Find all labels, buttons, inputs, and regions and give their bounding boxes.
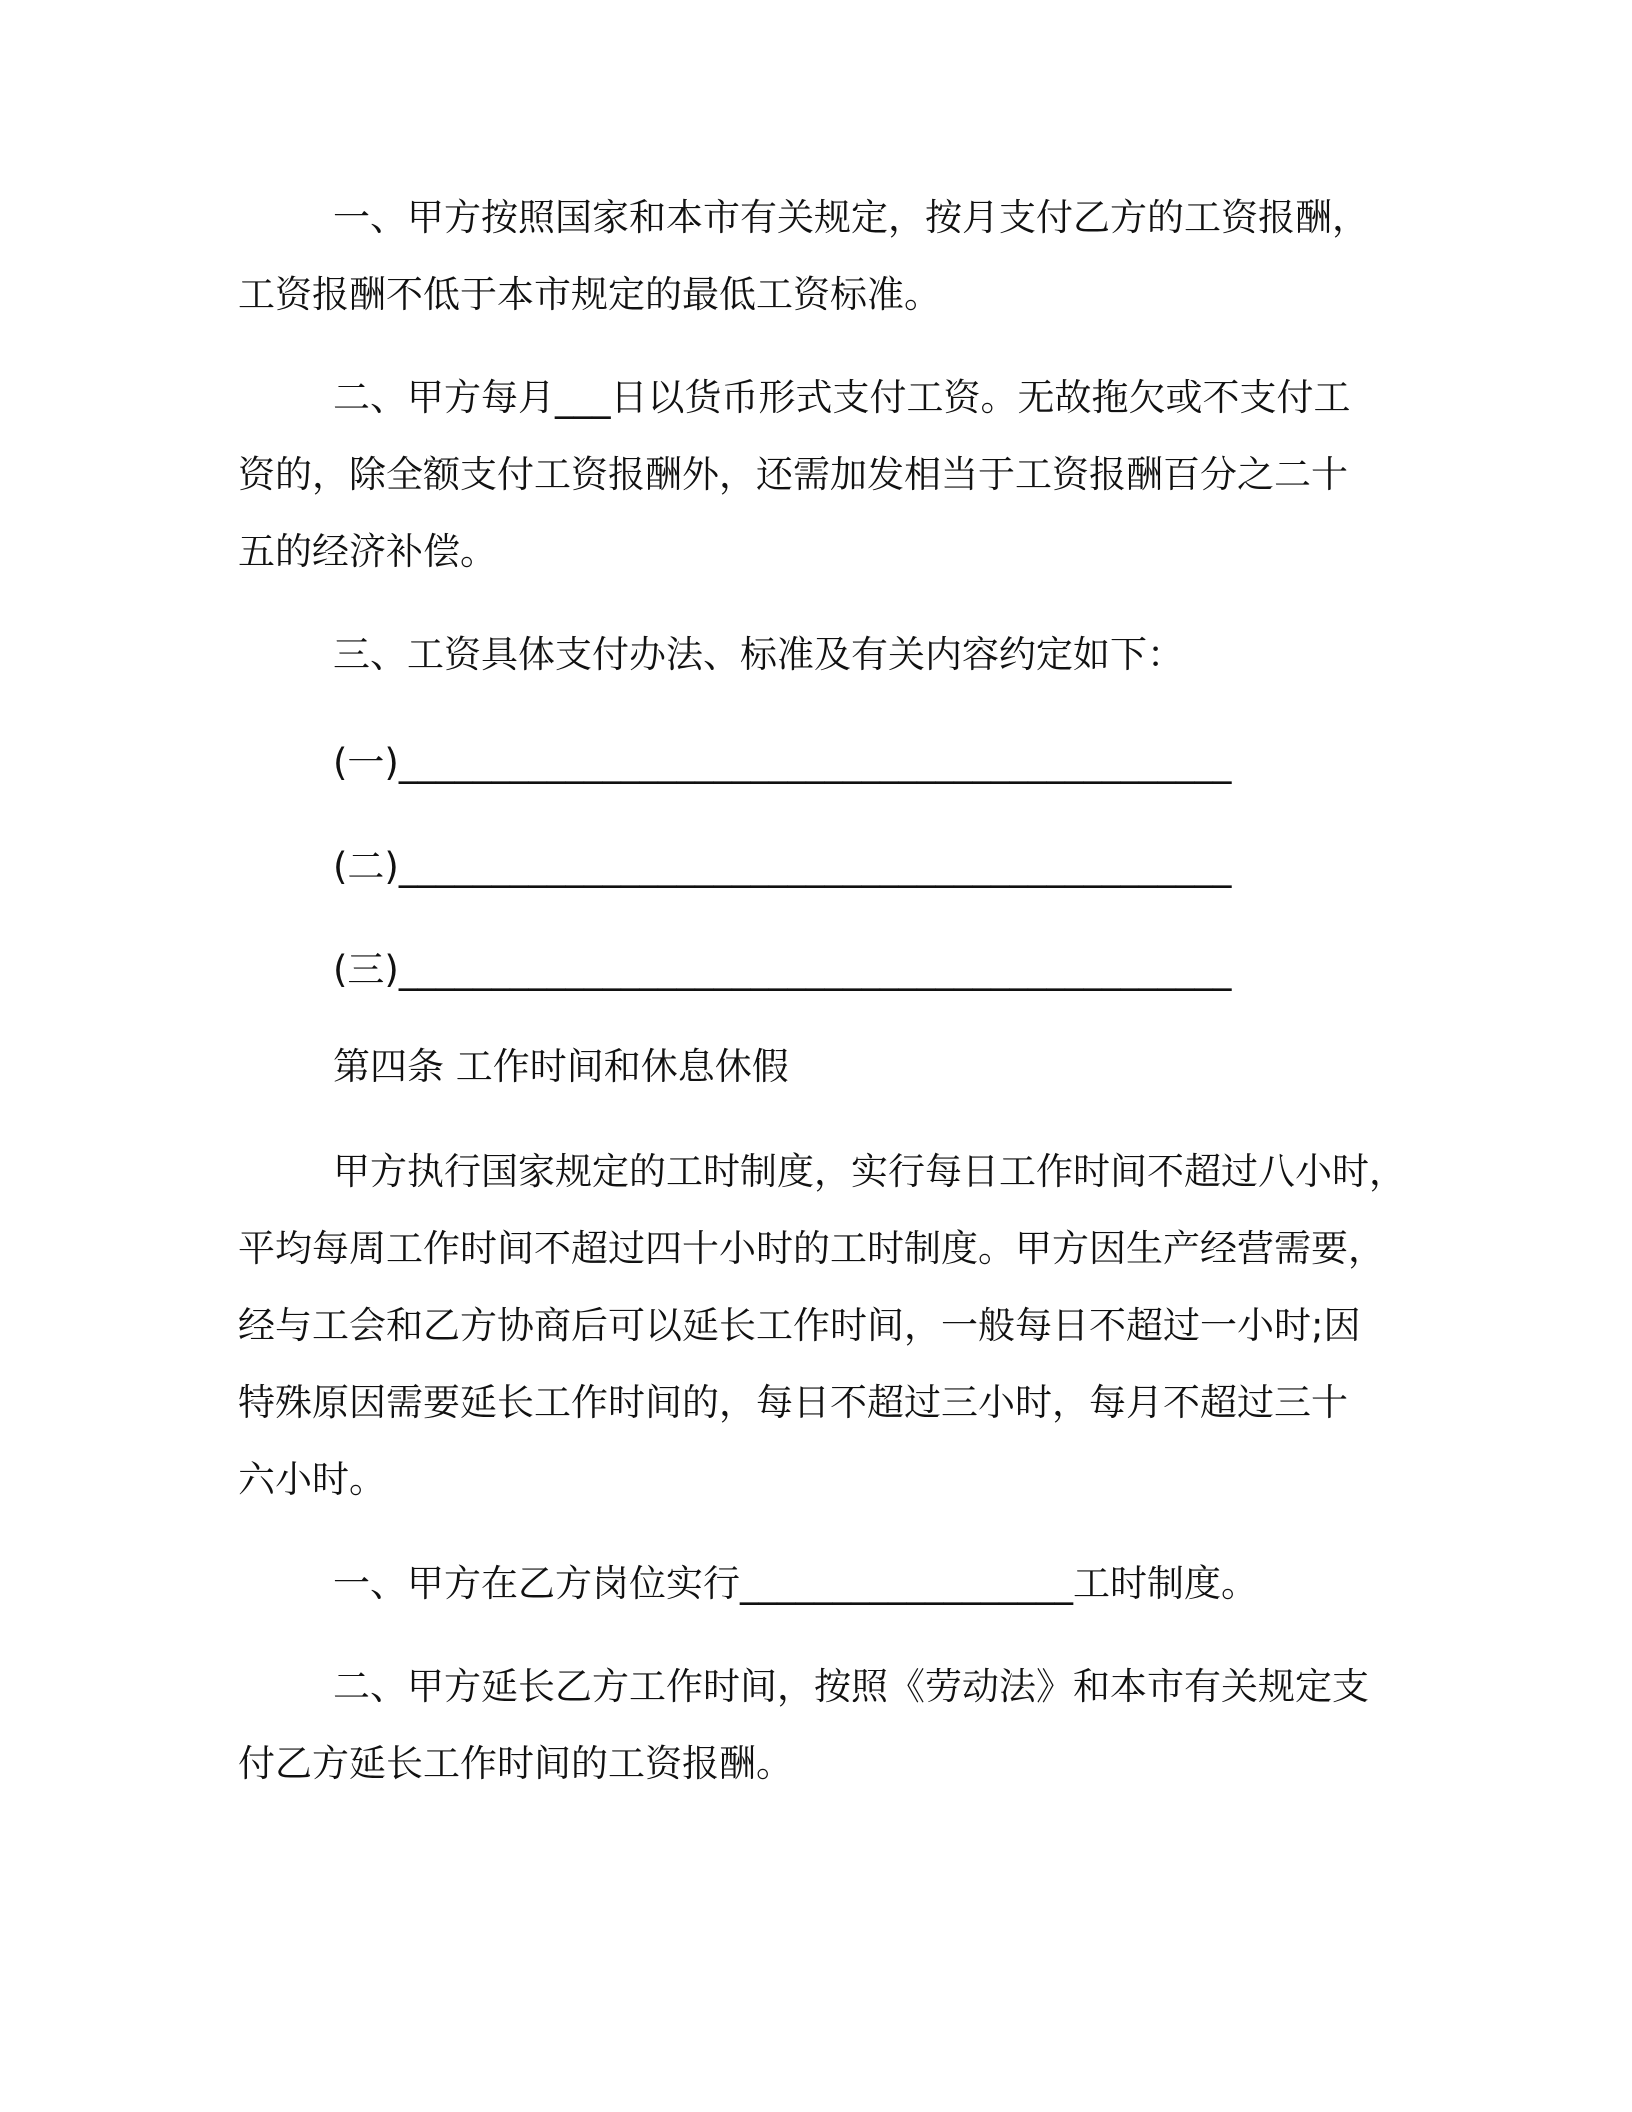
text-line: 甲方执行国家规定的工时制度，实行每日工作时间不超过八小时， bbox=[333, 1150, 1406, 1193]
text-line: 特殊原因需要延长工作时间的，每日不超过三小时，每月不超过三十 bbox=[238, 1381, 1348, 1424]
text-line: 二、甲方每月___日以货币形式支付工资。无故拖欠或不支付工 bbox=[333, 376, 1351, 419]
text-line: 二、甲方延长乙方工作时间，按照《劳动法》和本市有关规定支 bbox=[333, 1665, 1369, 1708]
blank-item-3: (三)_____________________________________________ bbox=[333, 948, 1232, 991]
section-heading: 第四条 工作时间和休息休假 bbox=[333, 1045, 789, 1088]
text-line: 一、甲方在乙方岗位实行__________________工时制度。 bbox=[333, 1562, 1258, 1605]
text-line: 一、甲方按照国家和本市有关规定，按月支付乙方的工资报酬， bbox=[333, 196, 1369, 239]
text-line: 三、工资具体支付办法、标准及有关内容约定如下： bbox=[333, 633, 1184, 676]
blank-item-2: (二)_____________________________________________ bbox=[333, 845, 1232, 888]
text-line: 经与工会和乙方协商后可以延长工作时间，一般每日不超过一小时;因 bbox=[238, 1304, 1361, 1347]
text-line: 五的经济补偿。 bbox=[238, 530, 497, 573]
text-line: 平均每周工作时间不超过四十小时的工时制度。甲方因生产经营需要， bbox=[238, 1227, 1385, 1270]
text-line: 六小时。 bbox=[238, 1458, 386, 1501]
text-line: 付乙方延长工作时间的工资报酬。 bbox=[238, 1742, 793, 1785]
text-line: 资的，除全额支付工资报酬外，还需加发相当于工资报酬百分之二十 bbox=[238, 453, 1348, 496]
text-line: 工资报酬不低于本市规定的最低工资标准。 bbox=[238, 273, 941, 316]
blank-item-1: (一)_____________________________________________ bbox=[333, 741, 1232, 784]
